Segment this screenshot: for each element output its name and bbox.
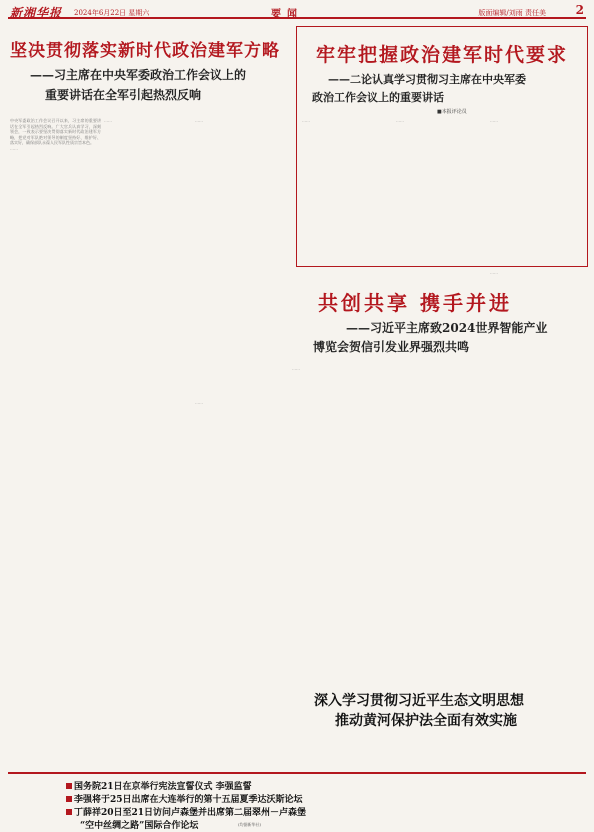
text-line: …… [195,118,203,123]
text-line: …… [396,118,404,123]
left-lower-col [195,400,287,700]
brief-item-1: 国务院21日在京举行宪法宣誓仪式 李强监誓 [74,782,252,792]
bullet-icon [66,809,72,815]
text-line: …… [292,366,300,371]
text-line: …… [104,118,112,123]
bullet-icon [66,783,72,789]
left-subtitle-1: ——习主席在中央军委政治工作会议上的 [30,68,247,82]
text-line: …… [302,118,310,123]
bottom-headline-2: 推动黄河保护法全面有效实施 [335,713,517,729]
news-brief-bar [8,772,586,831]
bullet-icon [66,796,72,802]
text-line: …… [195,400,203,405]
left-subtitle-2: 重要讲话在全军引起热烈反响 [45,88,202,102]
masthead [8,5,586,19]
commentary-col-2 [396,118,486,263]
mid-article-text [292,366,487,676]
center-subtitle-1: ——二论认真学习贯彻习主席在中央军委 [328,73,526,86]
mid-headline: 共创共享 携手并进 [318,291,512,315]
center-subtitle-2: 政治工作会议上的重要讲话 [312,91,444,104]
left-article-col-2 [104,118,192,618]
text-line: …… [490,270,498,275]
bottom-headline-1: 深入学习贯彻习近平生态文明思想 [314,693,524,709]
brief-item-2: 李强将于25日出席在大连举行的第十五届夏季达沃斯论坛 [74,795,303,805]
mid-subtitle-2: 博览会贺信引发业界强烈共鸣 [313,340,470,354]
brief-item-4: “空中丝绸之路”国际合作论坛 [80,821,199,831]
text-line: 中央军委政治工作会议召开以来，习主席的重要讲话在全军引起热烈反响。广大官兵认真学习，深刻领会，一致表示要坚决贯彻落实新时代政治建军方略，把党对军队绝对领导的制度坚持好、维护好、落实好，确保部队永葆人民军队性质宗旨本色。 [10,118,101,146]
brief-source: (均据新华社) [238,822,262,827]
issue-date: 2024年6月22日 星期六 [74,9,150,17]
left-headline: 坚决贯彻落实新时代政治建军方略 [10,41,280,61]
page-number: 2 [575,3,584,17]
commentary-col-1 [302,118,392,263]
text-line: …… [490,118,498,123]
center-headline: 牢牢把握政治建军时代要求 [316,44,569,66]
newspaper-logo: 新湘华报 [10,6,63,20]
brief-item-3: 丁薛祥20日至21日访问卢森堡并出席第二届翠州－卢森堡 [74,808,307,818]
commentary-col-3 [490,118,582,263]
mid-subtitle-1: ——习近平主席致2024世界智能产业 [346,321,548,335]
editors: 版面编辑/刘雨 责任美 [478,9,546,17]
center-byline: ■本报评论员 [437,109,467,115]
text-line: …… [10,145,18,151]
left-article-col-1 [10,118,101,618]
section-name: 要闻 [271,9,303,20]
